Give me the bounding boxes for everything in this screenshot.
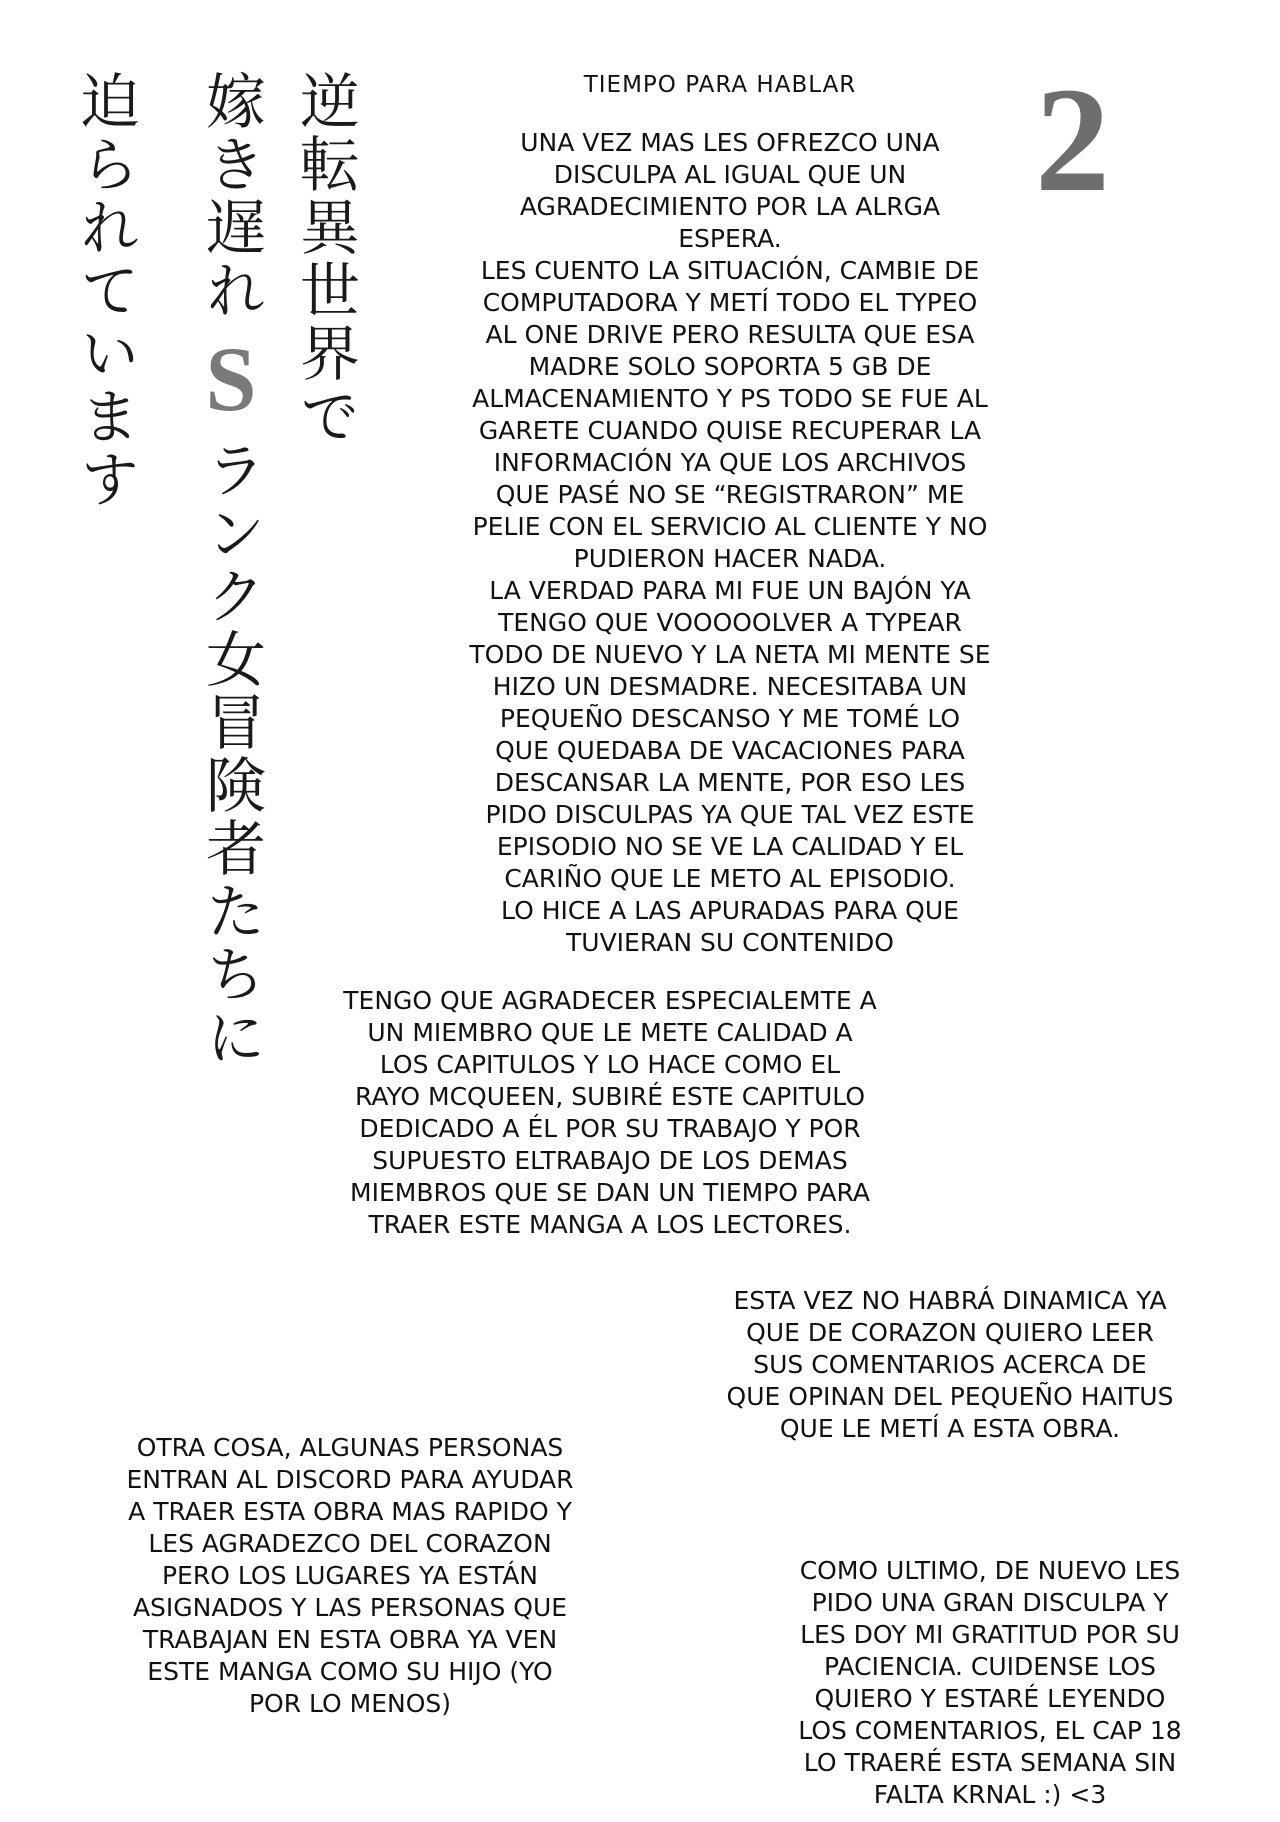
volume-number: 2 (1035, 57, 1110, 223)
text-line: AGRADECIMIENTO POR LA ALRGA (519, 192, 941, 221)
thanks-text-block (250, 985, 970, 1241)
text-line: MIEMBROS QUE SE DAN UN TIEMPO PARA (350, 1178, 870, 1207)
text-line: PEQUEÑO DESCANSO Y ME TOMÉ LO (499, 704, 961, 733)
text-line: ENTRAN AL DISCORD PARA AYUDAR (126, 1465, 574, 1494)
text-line: UN MIEMBRO QUE LE METE CALIDAD A (367, 1018, 853, 1047)
discord-text-block (40, 1432, 660, 1720)
text-line: ESPERA. (678, 224, 782, 253)
text-line: ALMACENAMIENTO Y PS TODO SE FUE AL (472, 384, 988, 413)
text-line: A TRAER ESTA OBRA MAS RAPIDO Y (128, 1497, 572, 1526)
text-line: TRABAJAN EN ESTA OBRA YA VEN (142, 1625, 558, 1654)
text-line: QUE QUEDABA DE VACACIONES PARA (495, 736, 965, 765)
text-line: UNA VEZ MAS LES OFREZCO UNA (520, 128, 940, 157)
text-line: MADRE SOLO SOPORTA 5 GB DE (528, 352, 932, 381)
text-line: QUE LE METÍ A ESTA OBRA. (779, 1414, 1121, 1443)
title-column-3: 迫られています (70, 70, 140, 511)
text-line: ESTA VEZ NO HABRÁ DINAMICA YA (733, 1286, 1167, 1315)
text-line: DESCANSAR LA MENTE, POR ESO LES (494, 768, 966, 797)
title-column-2-start: 嫁き遅れ (196, 70, 266, 322)
no-dynamic-text-block (660, 1285, 1240, 1445)
text-line: LO HICE A LAS APURADAS PARA QUE (501, 896, 959, 925)
text-line: LO TRAERÉ ESTA SEMANA SIN (803, 1748, 1177, 1777)
title-column-2 (180, 70, 282, 1069)
text-line: LES DOY MI GRATITUD POR SU (800, 1620, 1180, 1649)
text-line: LOS COMENTARIOS, EL CAP 18 (798, 1716, 1182, 1745)
text-line: LA VERDAD PARA MI FUE UN BAJÓN YA (489, 576, 971, 605)
text-line: SUS COMENTARIOS ACERCA DE (753, 1350, 1147, 1379)
text-line: TUVIERAN SU CONTENIDO (566, 928, 894, 957)
text-line: AL ONE DRIVE PERO RESULTA QUE ESA (485, 320, 975, 349)
rank-s-letter: S (180, 328, 282, 433)
text-line: PUDIERON HACER NADA. (573, 544, 887, 573)
text-line: FALTA KRNAL :) <3 (873, 1780, 1107, 1809)
text-line: COMPUTADORA Y METÍ TODO EL TYPEO (482, 288, 978, 317)
page-heading: TIEMPO PARA HABLAR (583, 72, 857, 98)
text-line: SUPUESTO ELTRABAJO DE LOS DEMAS (372, 1146, 848, 1175)
text-line: LES AGRADEZCO DEL CORAZON (148, 1529, 552, 1558)
text-line: DEDICADO A ÉL POR SU TRABAJO Y POR (359, 1114, 861, 1143)
text-line: OTRA COSA, ALGUNAS PERSONAS (136, 1433, 564, 1462)
text-line: QUE OPINAN DEL PEQUEÑO HAITUS (726, 1382, 1174, 1411)
text-line: TODO DE NUEVO Y LA NETA MI MENTE SE (469, 640, 991, 669)
intro-text-block (380, 127, 1080, 959)
text-line: QUIERO Y ESTARÉ LEYENDO (814, 1684, 1166, 1713)
text-line: LOS CAPITULOS Y LO HACE COMO EL (379, 1050, 841, 1079)
text-line: QUE PASÉ NO SE “REGISTRARON” ME (495, 480, 965, 509)
text-line: TENGO QUE VOOOOOLVER A TYPEAR (498, 608, 962, 637)
text-line: TENGO QUE AGRADECER ESPECIALEMTE A (343, 986, 877, 1015)
text-line: COMO ULTIMO, DE NUEVO LES (799, 1556, 1181, 1585)
title-column-2-end: ランク女冒険者たちに (196, 439, 266, 1069)
text-line: HIZO UN DESMADRE. NECESITABA UN (492, 672, 968, 701)
text-line: PIDO DISCULPAS YA QUE TAL VEZ ESTE (485, 800, 975, 829)
text-line: ESTE MANGA COMO SU HIJO (YO (147, 1657, 553, 1686)
title-column-1: 逆転異世界で (290, 70, 360, 448)
text-line: EPISODIO NO SE VE LA CALIDAD Y EL (496, 832, 964, 861)
text-line: ASIGNADOS Y LAS PERSONAS QUE (132, 1593, 568, 1622)
closing-text-block (720, 1555, 1260, 1811)
text-line: RAYO MCQUEEN, SUBIRÉ ESTE CAPITULO (354, 1082, 865, 1111)
text-line: LES CUENTO LA SITUACIÓN, CAMBIE DE (480, 256, 980, 285)
text-line: PERO LOS LUGARES YA ESTÁN (161, 1561, 538, 1590)
text-line: PIDO UNA GRAN DISCULPA Y (811, 1588, 1169, 1617)
text-line: GARETE CUANDO QUISE RECUPERAR LA (478, 416, 982, 445)
text-line: QUE DE CORAZON QUIERO LEER (746, 1318, 1154, 1347)
text-line: POR LO MENOS) (248, 1689, 452, 1718)
text-line: PELIE CON EL SERVICIO AL CLIENTE Y NO (472, 512, 988, 541)
text-line: CARIÑO QUE LE METO AL EPISODIO. (504, 864, 956, 893)
text-line: PACIENCIA. CUIDENSE LOS (824, 1652, 1156, 1681)
text-line: DISCULPA AL IGUAL QUE UN (553, 160, 907, 189)
text-line: TRAER ESTE MANGA A LOS LECTORES. (368, 1210, 852, 1239)
text-line: INFORMACIÓN YA QUE LOS ARCHIVOS (493, 448, 967, 477)
